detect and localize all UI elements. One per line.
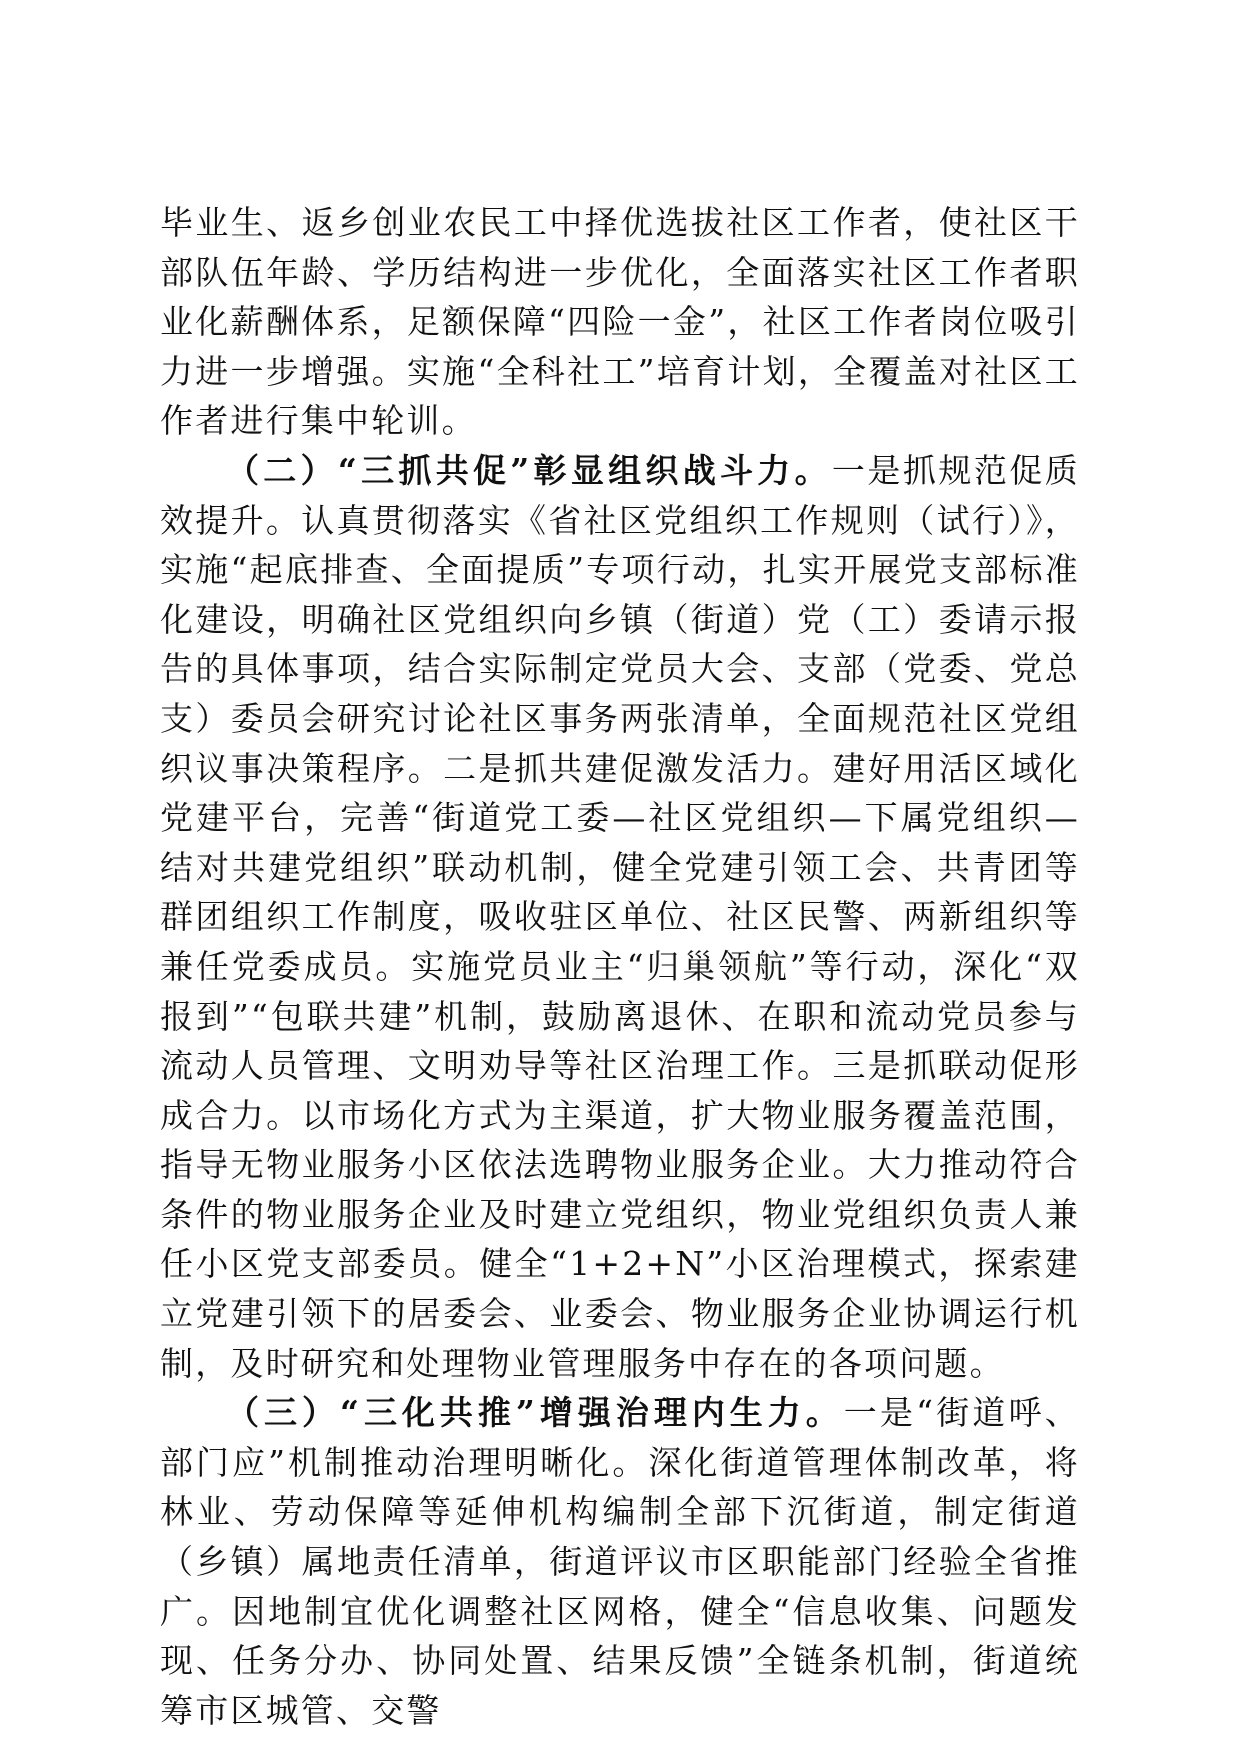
section-heading-3: （三）“三化共推”增强治理内生力。 bbox=[226, 1393, 844, 1433]
paragraph-2-text: 一是抓规范促质效提升。认真贯彻落实《省社区党组织工作规则（试行）》，实施“起底排查、全面提质”专项行动，扎实开展党支部标准化建设，明确社区党组织向乡镇（街道）党（工）委请示报告的具体事项，结合实际制定党员大会、支部（党委、党总支）委员会研究讨论社区事务两张清单，全面规范社区党组织议事决策程序。二是抓共建促激发活力。建好用活区域化党建平台，完善“街道党工委—社区党组织—下属党组织—结对共建党组织”联动机制，健全党建引领工会、共青团等群团组织工作制度，吸收驻区单位、社区民警、两新组织等兼任党委成员。实施党员业主“归巢领航”等行动，深化“双报到”“包联共建”机制，鼓励离退休、在职和流动党员参与流动人员管理、文明劝导等社区治理工作。三是抓联动促形成合力。以市场化方式为主渠道，扩大物业服务覆盖范围，指导无物业服务小区依法选聘物业服务企业。大力推动符合条件的物业服务企业及时建立党组织，物业党组织负责人兼任小区党支部委员。健全“1+2+N”小区治理模式，探索建立党建引领下的居委会、业委会、物业服务企业协调运行机制，及时研究和处理物业管理服务中存在的各项问题。 bbox=[160, 450, 1081, 1383]
paragraph-1-text: 毕业生、返乡创业农民工中择优选拔社区工作者，使社区干部队伍年龄、学历结构进一步优化，全面落实社区工作者职业化薪酬体系，足额保障“四险一金”，社区工作者岗位吸引力进一步增强。实施“全科社工”培育计划，全覆盖对社区工作者进行集中轮训。 bbox=[160, 203, 1080, 441]
section-heading-2: （二）“三抓共促”彰显组织战斗力。 bbox=[226, 450, 832, 490]
paragraph-1 bbox=[160, 198, 1080, 446]
paragraph-3 bbox=[160, 1388, 1080, 1735]
paragraph-2 bbox=[160, 446, 1080, 1388]
paragraph-3-text: 一是“街道呼、部门应”机制推动治理明晰化。深化街道管理体制改革，将林业、劳动保障等延伸机构编制全部下沉街道，制定街道（乡镇）属地责任清单，街道评议市区职能部门经验全省推广。因地制宜优化调整社区网格，健全“信息收集、问题发现、任务分办、协同处置、结果反馈”全链条机制，街道统筹市区城管、交警 bbox=[160, 1393, 1080, 1730]
document-page bbox=[160, 198, 1080, 1735]
